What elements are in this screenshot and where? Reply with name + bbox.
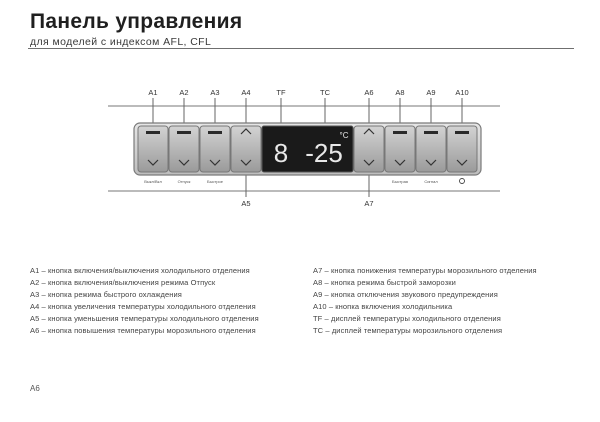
button-a4-a5-fridge-temp[interactable] — [231, 126, 261, 172]
caption-a8: Быстрая — [392, 179, 408, 184]
legend-item-a9: A9 – кнопка отключения звукового предупреждения — [313, 290, 498, 299]
callout-a5: A5 — [241, 199, 251, 208]
callout-a2: A2 — [179, 88, 189, 97]
callout-a9: A9 — [426, 88, 436, 97]
caption-a1: Выкл/Вкл — [144, 179, 162, 184]
legend-item-a10: A10 – кнопка включения холодильника — [313, 302, 453, 311]
callout-a6: A6 — [364, 88, 374, 97]
legend-item-a5: A5 – кнопка уменьшения температуры холодильного отделения — [30, 314, 259, 323]
callout-tf: TF — [276, 88, 286, 97]
button-a6-a7-freezer-temp[interactable] — [354, 126, 384, 172]
legend-item-a2: A2 – кнопка включения/выключения режима Отпуск — [30, 278, 216, 287]
page-number: A6 — [30, 384, 40, 393]
callout-a7: A7 — [364, 199, 374, 208]
callout-tc: TC — [320, 88, 330, 97]
callout-a4: A4 — [241, 88, 251, 97]
legend-item-tc: TC – дисплей температуры морозильного отделения — [313, 326, 503, 335]
caption-a9: Сигнал — [424, 179, 438, 184]
page-subtitle: для моделей с индексом AFL, CFL — [30, 36, 212, 48]
callout-a1: A1 — [148, 88, 158, 97]
callout-a8: A8 — [395, 88, 405, 97]
legend-item-a7: A7 – кнопка понижения температуры морозильного отделения — [313, 266, 537, 275]
legend-item-a4: A4 – кнопка увеличения температуры холодильного отделения — [30, 302, 256, 311]
legend-item-a8: A8 – кнопка режима быстрой заморозки — [313, 278, 456, 287]
caption-a2: Отпуск — [177, 179, 191, 184]
button-a10[interactable] — [447, 126, 477, 172]
button-a3[interactable] — [200, 126, 230, 172]
button-a8[interactable] — [385, 126, 415, 172]
legend-item-a1: A1 – кнопка включения/выключения холодильного отделения — [30, 266, 250, 275]
legend-right — [313, 265, 563, 336]
temperature-unit: °C — [339, 131, 349, 140]
fridge-temperature-readout: 8 — [273, 138, 289, 168]
power-icon — [460, 179, 465, 184]
page-title: Панель управления — [30, 10, 243, 33]
caption-a3: Быстрое — [206, 179, 224, 184]
button-a9[interactable] — [416, 126, 446, 172]
freezer-temperature-readout: -25 — [305, 138, 343, 168]
button-a2[interactable] — [169, 126, 199, 172]
legend-item-a3: A3 – кнопка режима быстрого охлаждения — [30, 290, 182, 299]
button-a1[interactable] — [138, 126, 168, 172]
callout-a10: A10 — [455, 88, 469, 97]
legend-item-tf: TF – дисплей температуры холодильного отделения — [313, 314, 501, 323]
callout-a3: A3 — [210, 88, 220, 97]
legend-item-a6: A6 – кнопка повышения температуры морозильного отделения — [30, 326, 256, 335]
legend-left — [30, 265, 280, 336]
